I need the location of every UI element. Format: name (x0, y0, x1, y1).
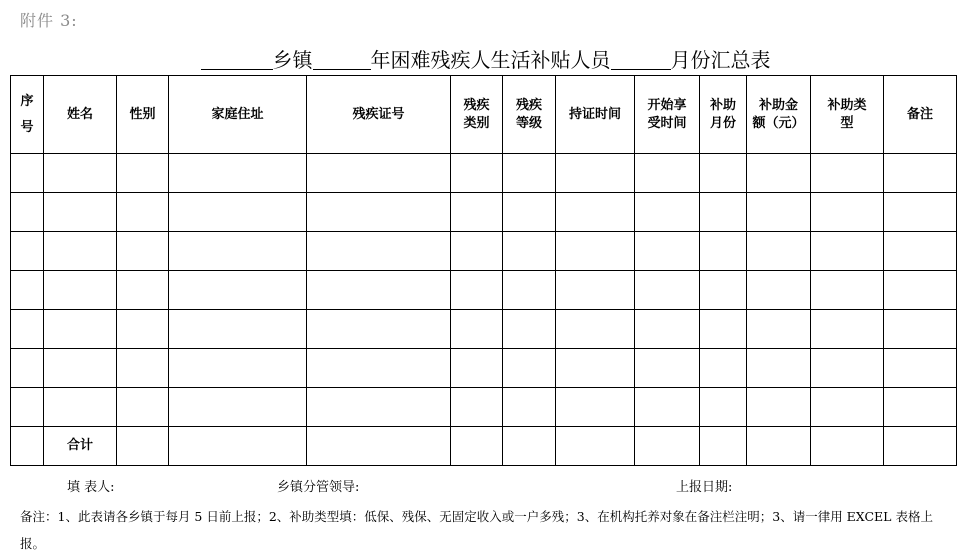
table-cell[interactable] (11, 154, 44, 193)
table-cell[interactable] (811, 427, 884, 466)
table-cell[interactable] (451, 388, 503, 427)
table-cell[interactable] (635, 427, 700, 466)
total-row (11, 427, 957, 466)
table-cell[interactable] (117, 154, 169, 193)
table-cell[interactable] (117, 349, 169, 388)
report-date-label: 上报日期: (676, 480, 733, 495)
table-cell[interactable] (700, 310, 747, 349)
table-cell[interactable] (635, 388, 700, 427)
table-cell[interactable] (884, 193, 957, 232)
header-subsidy-amount: 补助金 额（元） (747, 76, 811, 154)
table-cell[interactable] (451, 271, 503, 310)
table-cell[interactable] (700, 154, 747, 193)
table-cell[interactable] (307, 310, 451, 349)
table-cell[interactable] (503, 427, 556, 466)
filler-label: 填 表人: (67, 480, 115, 495)
header-address: 家庭住址 (169, 76, 307, 154)
form-title (0, 44, 971, 73)
title-part-subsidy: 年困难残疾人生活补贴人员 (370, 48, 611, 72)
table-cell[interactable] (811, 310, 884, 349)
header-subsidy-month: 补助 月份 (700, 76, 747, 154)
table-cell[interactable] (169, 349, 307, 388)
table-cell[interactable] (747, 427, 811, 466)
table-cell[interactable] (811, 388, 884, 427)
table-cell[interactable] (503, 232, 556, 271)
table-cell[interactable] (11, 193, 44, 232)
table-cell[interactable] (169, 193, 307, 232)
table-cell[interactable] (11, 271, 44, 310)
title-part-township: 乡镇 (272, 48, 313, 72)
table-cell[interactable] (307, 232, 451, 271)
table-cell[interactable] (747, 154, 811, 193)
note-text: 备注：1、此表请各乡镇于每月 5 日前上报；2、补助类型填：低保、残保、无固定收入或一户多残；3、在机构托养对象在备注栏注明；3、请一律用 EXCEL 表格上报。 (20, 509, 933, 551)
table-cell[interactable] (556, 232, 635, 271)
table-cell[interactable] (811, 349, 884, 388)
month-blank (611, 49, 671, 70)
table-row (11, 388, 957, 427)
table-cell[interactable] (635, 271, 700, 310)
table-row (11, 232, 957, 271)
table-cell[interactable] (44, 388, 117, 427)
header-name: 姓名 (44, 76, 117, 154)
attachment-label: 附件 3: (20, 11, 78, 30)
table-cell[interactable] (884, 310, 957, 349)
table-cell[interactable] (307, 388, 451, 427)
table-row (11, 349, 957, 388)
header-cert-date: 持证时间 (556, 76, 635, 154)
table-cell[interactable] (747, 232, 811, 271)
table-cell[interactable] (884, 427, 957, 466)
table-cell[interactable] (811, 271, 884, 310)
table-row (11, 310, 957, 349)
table-cell[interactable] (635, 310, 700, 349)
table-cell[interactable] (503, 193, 556, 232)
table-cell[interactable] (117, 388, 169, 427)
table-cell[interactable] (117, 310, 169, 349)
table-cell[interactable] (556, 427, 635, 466)
table-cell[interactable] (556, 271, 635, 310)
table-cell[interactable] (11, 349, 44, 388)
table-cell[interactable] (169, 310, 307, 349)
table-cell[interactable] (451, 427, 503, 466)
table-cell[interactable] (556, 193, 635, 232)
table-cell[interactable] (11, 310, 44, 349)
total-label: 合计 (44, 427, 117, 466)
table-cell[interactable] (307, 349, 451, 388)
table-cell[interactable] (169, 154, 307, 193)
township-blank (201, 49, 273, 70)
table-cell[interactable] (556, 349, 635, 388)
table-cell[interactable] (451, 349, 503, 388)
table-cell[interactable] (700, 349, 747, 388)
table-cell[interactable] (169, 388, 307, 427)
table-cell[interactable] (556, 154, 635, 193)
title-part-summary: 月份汇总表 (670, 48, 771, 72)
table-cell[interactable] (811, 193, 884, 232)
table-cell[interactable] (700, 271, 747, 310)
header-remarks: 备注 (884, 76, 957, 154)
table-cell[interactable] (451, 310, 503, 349)
table-cell[interactable] (884, 232, 957, 271)
table-body (11, 154, 957, 466)
table-cell[interactable] (503, 388, 556, 427)
table-cell[interactable] (884, 388, 957, 427)
signature-line (0, 476, 971, 494)
table-cell[interactable] (11, 427, 44, 466)
table-row (11, 154, 957, 193)
summary-table (10, 75, 957, 466)
table-cell[interactable] (307, 427, 451, 466)
table-cell[interactable] (811, 232, 884, 271)
table-cell[interactable] (117, 427, 169, 466)
table-cell[interactable] (700, 427, 747, 466)
table-cell[interactable] (451, 154, 503, 193)
header-seq: 序 号 (11, 76, 44, 154)
table-cell[interactable] (44, 271, 117, 310)
table-cell[interactable] (700, 193, 747, 232)
table-cell[interactable] (44, 232, 117, 271)
table-cell[interactable] (169, 232, 307, 271)
table-cell[interactable] (884, 349, 957, 388)
table-cell[interactable] (451, 193, 503, 232)
table-cell[interactable] (556, 388, 635, 427)
table-cell[interactable] (307, 193, 451, 232)
table-cell[interactable] (556, 310, 635, 349)
table-cell[interactable] (44, 154, 117, 193)
table-cell[interactable] (884, 154, 957, 193)
table-cell[interactable] (451, 232, 503, 271)
table-cell[interactable] (635, 232, 700, 271)
table-cell[interactable] (11, 388, 44, 427)
header-disability-type: 残疾 类别 (451, 76, 503, 154)
header-disability-cert-no: 残疾证号 (307, 76, 451, 154)
table-cell[interactable] (503, 310, 556, 349)
table-row (11, 271, 957, 310)
table-cell[interactable] (117, 232, 169, 271)
table-cell[interactable] (503, 271, 556, 310)
year-blank (313, 49, 371, 70)
table-cell[interactable] (747, 388, 811, 427)
table-cell[interactable] (811, 154, 884, 193)
table-cell[interactable] (747, 310, 811, 349)
table-cell[interactable] (700, 388, 747, 427)
table-cell[interactable] (503, 154, 556, 193)
table-cell[interactable] (635, 349, 700, 388)
table-cell[interactable] (44, 310, 117, 349)
header-gender: 性别 (117, 76, 169, 154)
header-row (11, 76, 957, 154)
table-cell[interactable] (44, 349, 117, 388)
table-cell[interactable] (307, 154, 451, 193)
table-cell[interactable] (44, 193, 117, 232)
table-row (11, 193, 957, 232)
table-cell[interactable] (700, 232, 747, 271)
table-cell[interactable] (11, 232, 44, 271)
header-subsidy-type: 补助类 型 (811, 76, 884, 154)
leader-label: 乡镇分管领导: (277, 480, 360, 495)
table-cell[interactable] (635, 193, 700, 232)
table-cell[interactable] (747, 193, 811, 232)
table-cell[interactable] (503, 349, 556, 388)
table-cell[interactable] (747, 349, 811, 388)
table-cell[interactable] (884, 271, 957, 310)
table-cell[interactable] (169, 427, 307, 466)
table-cell[interactable] (635, 154, 700, 193)
table-cell[interactable] (307, 271, 451, 310)
table-cell[interactable] (117, 271, 169, 310)
table-cell[interactable] (117, 193, 169, 232)
header-start-date: 开始享 受时间 (635, 76, 700, 154)
table-cell[interactable] (169, 271, 307, 310)
header-disability-level: 残疾 等级 (503, 76, 556, 154)
table-cell[interactable] (747, 271, 811, 310)
